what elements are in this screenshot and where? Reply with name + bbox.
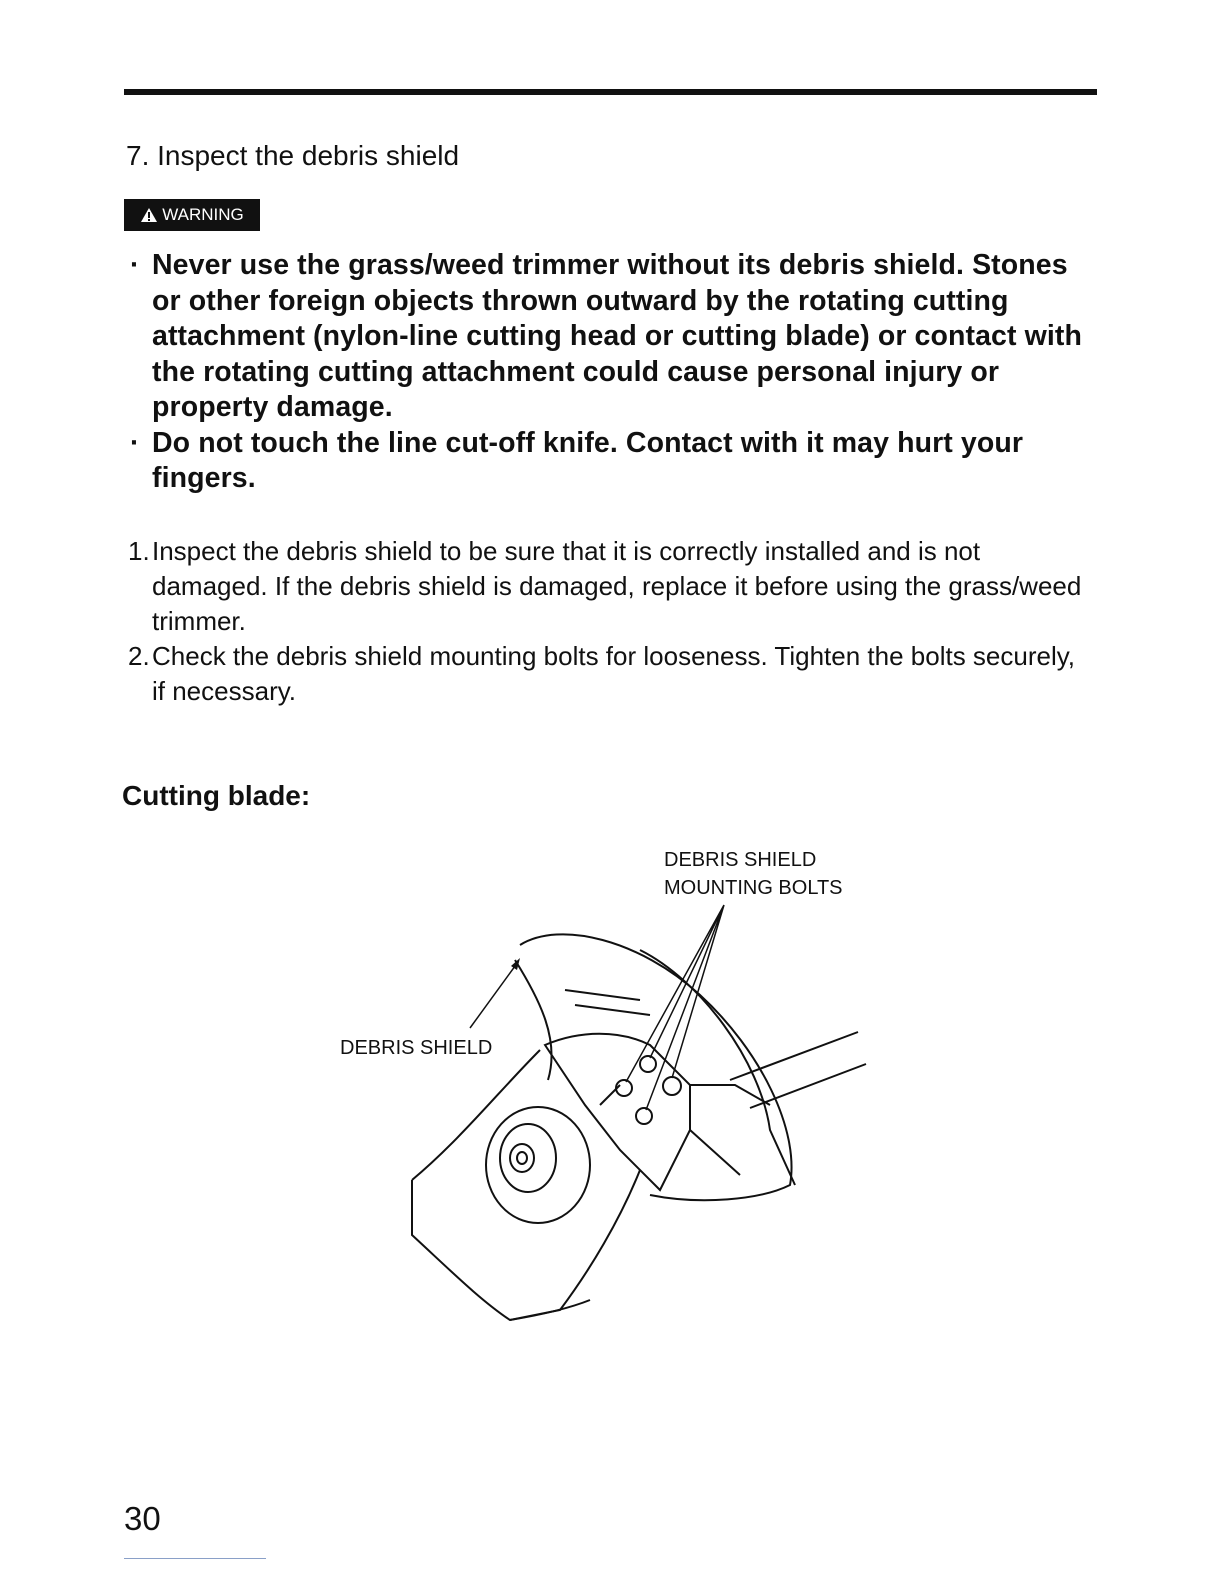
shield-leader-line — [470, 962, 518, 1028]
shield-edge-outline — [640, 950, 795, 1185]
bolt-3 — [663, 1077, 681, 1095]
blade-lower-edge — [510, 1300, 590, 1320]
bullet-icon: · — [130, 249, 140, 281]
warning-badge-label: WARNING — [162, 205, 244, 224]
mounting-bolts-label-line1: DEBRIS SHIELD — [664, 849, 817, 871]
housing-detail — [600, 1085, 770, 1175]
figure-heading: Cutting blade: — [122, 780, 311, 811]
section-title: 7. Inspect the debris shield — [126, 140, 460, 171]
blade-nut-outer — [486, 1107, 590, 1223]
blade-outline — [412, 1050, 640, 1320]
bullet-icon: · — [130, 426, 140, 459]
gear-housing-outline — [545, 1034, 690, 1190]
footer-rule — [124, 1558, 266, 1559]
bolt-2 — [640, 1056, 656, 1072]
step-text: Check the debris shield mounting bolts for looseness. Tighten the bolts securely, if necessary. — [152, 641, 1076, 706]
step-number: 2. — [128, 641, 150, 671]
blade-nut-center — [517, 1152, 527, 1164]
debris-shield-label: DEBRIS SHIELD — [340, 1037, 493, 1059]
shield-inner-outline — [515, 960, 650, 1080]
page-number: 30 — [124, 1500, 161, 1537]
step-number: 1. — [128, 536, 150, 566]
warning-item-text: Do not touch the line cut-off knife. Contact with it may hurt your fingers. — [152, 426, 1024, 494]
warning-item-text: Never use the grass/weed trimmer without its debris shield. Stones or other foreign objects thrown outward by the rotating cutting attachment (nylon-line cutting head or cutting blade) or contact with the rotating cutting attachment could cause personal injury or property damage. — [152, 249, 1083, 423]
bolt-4 — [636, 1108, 652, 1124]
mounting-bolts-label-line2: MOUNTING BOLTS — [664, 877, 843, 899]
blade-nut-inner — [510, 1144, 534, 1172]
step-text: Inspect the debris shield to be sure that it is correctly installed and is not damaged. If the debris shield is damaged, replace it before using the grass/weed trimmer. — [152, 536, 1082, 636]
